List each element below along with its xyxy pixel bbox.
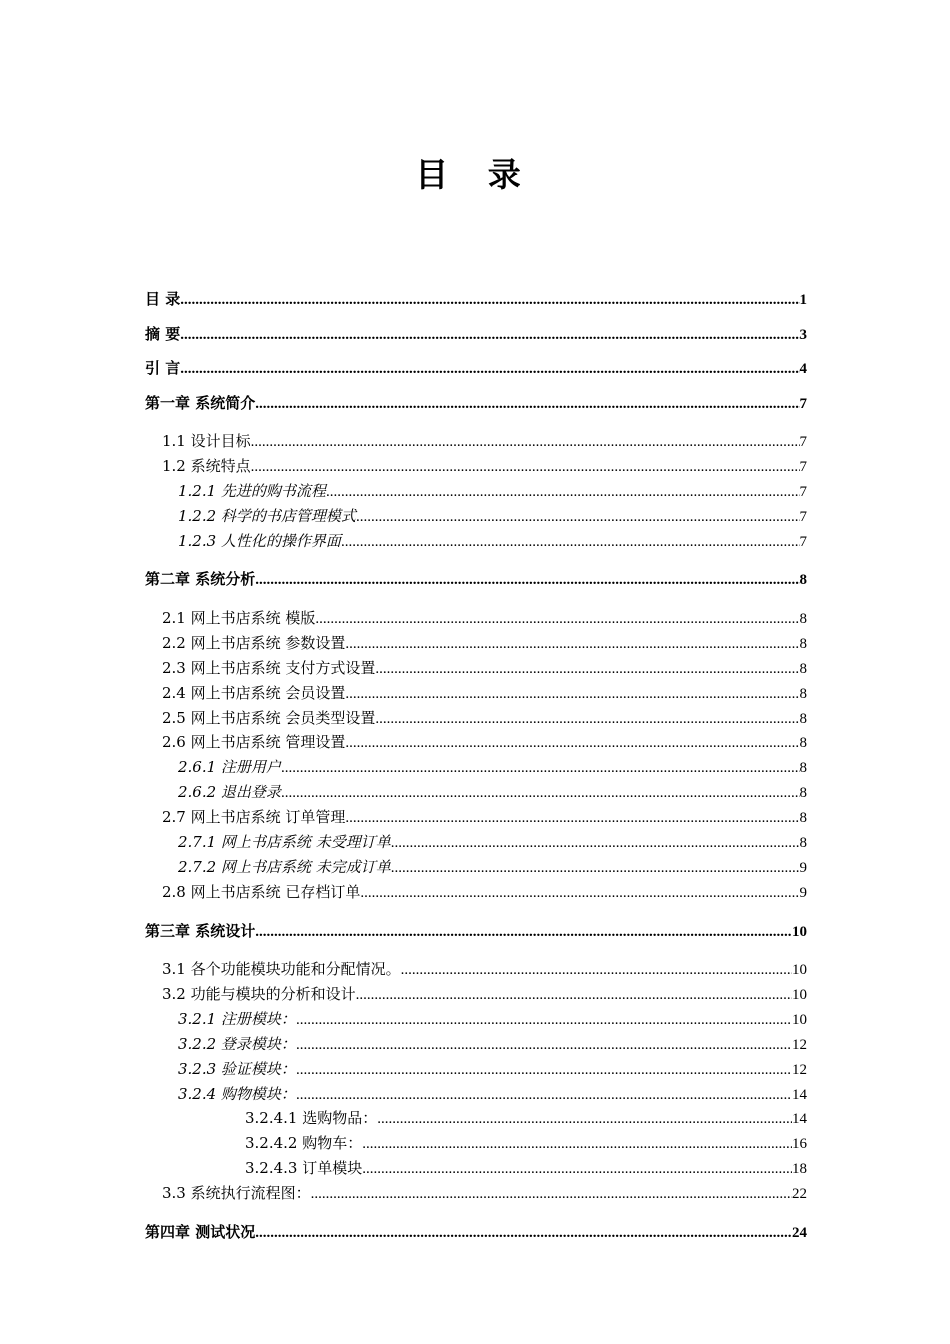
toc-entry[interactable] bbox=[145, 957, 807, 982]
toc-entry-label: 2.8 网上书店系统 已存档订单 bbox=[162, 882, 361, 901]
toc-entry[interactable] bbox=[145, 606, 807, 631]
table-of-contents bbox=[145, 282, 807, 1250]
toc-page-number: 3 bbox=[799, 326, 807, 343]
toc-page-number: 12 bbox=[792, 1036, 807, 1053]
toc-page-number: 8 bbox=[799, 572, 807, 589]
toc-entry-label: 3.2.4.1 选购物品： bbox=[245, 1109, 378, 1128]
toc-entry-label: 3.2.2 登录模块： bbox=[178, 1034, 296, 1053]
toc-entry[interactable] bbox=[145, 855, 807, 880]
toc-entry-label: 1.2 系统特点 bbox=[162, 456, 251, 475]
toc-dot-leader bbox=[296, 1083, 792, 1108]
toc-entry-label: 2.7 网上书店系统 订单管理 bbox=[162, 808, 346, 827]
toc-page-number: 10 bbox=[792, 1011, 807, 1028]
toc-entry-label: 2.3 网上书店系统 支付方式设置 bbox=[162, 658, 376, 677]
toc-dot-leader bbox=[251, 455, 800, 480]
toc-entry[interactable] bbox=[145, 631, 807, 656]
toc-page-number: 14 bbox=[792, 1111, 807, 1128]
toc-page-number: 24 bbox=[792, 1225, 807, 1242]
toc-entry-label: 1.2.3 人性化的操作界面 bbox=[178, 531, 341, 550]
toc-page-number: 7 bbox=[799, 483, 807, 500]
toc-dot-leader bbox=[391, 856, 800, 881]
toc-entry[interactable] bbox=[145, 830, 807, 855]
toc-dot-leader bbox=[255, 1216, 792, 1251]
toc-entry[interactable] bbox=[145, 780, 807, 805]
toc-entry[interactable] bbox=[145, 317, 807, 352]
toc-entry-label: 3.2.3 验证模块： bbox=[178, 1059, 296, 1078]
toc-dot-leader bbox=[315, 607, 799, 632]
toc-dot-leader bbox=[360, 881, 799, 906]
toc-page-number: 4 bbox=[799, 361, 807, 377]
toc-page-number: 7 bbox=[799, 434, 807, 450]
toc-entry[interactable] bbox=[145, 1007, 807, 1032]
toc-dot-leader bbox=[362, 1132, 792, 1157]
toc-dot-leader bbox=[341, 530, 800, 555]
toc-dot-leader bbox=[180, 352, 799, 387]
toc-entry-label: 2.6 网上书店系统 管理设置 bbox=[162, 733, 346, 752]
toc-entry-label: 3.1 各个功能模块功能和分配情况。 bbox=[162, 960, 401, 979]
toc-entry[interactable] bbox=[145, 429, 807, 454]
toc-page-number: 8 bbox=[799, 785, 807, 802]
toc-entry[interactable] bbox=[145, 1156, 807, 1181]
toc-page-number: 9 bbox=[799, 884, 807, 901]
toc-entry-label: 2.1 网上书店系统 模版 bbox=[162, 608, 316, 627]
toc-entry[interactable] bbox=[145, 681, 807, 706]
toc-page-number: 8 bbox=[799, 710, 807, 727]
toc-entry[interactable] bbox=[145, 706, 807, 731]
toc-dot-leader bbox=[345, 731, 799, 756]
toc-page-number: 7 bbox=[799, 508, 807, 525]
toc-entry[interactable] bbox=[145, 1106, 807, 1131]
toc-dot-leader bbox=[296, 1033, 792, 1058]
toc-page-number: 7 bbox=[799, 395, 807, 412]
toc-entry[interactable] bbox=[145, 454, 807, 479]
toc-dot-leader bbox=[356, 983, 792, 1008]
toc-entry-label: 3.2.1 注册模块： bbox=[178, 1009, 296, 1028]
toc-dot-leader bbox=[375, 707, 799, 732]
toc-entry-label: 2.6.1 注册用户 bbox=[178, 758, 281, 777]
toc-entry-label: 3.3 系统执行流程图： bbox=[162, 1184, 311, 1203]
toc-page-number: 7 bbox=[799, 533, 807, 550]
toc-entry[interactable] bbox=[145, 755, 807, 780]
toc-page-number: 18 bbox=[792, 1161, 807, 1178]
toc-dot-leader bbox=[401, 958, 792, 983]
toc-page-number: 10 bbox=[792, 962, 807, 979]
toc-dot-leader bbox=[180, 283, 799, 318]
toc-dot-leader bbox=[296, 1058, 792, 1083]
toc-entry[interactable] bbox=[145, 562, 807, 597]
toc-entry[interactable] bbox=[145, 1215, 807, 1250]
toc-dot-leader bbox=[180, 318, 799, 353]
toc-dot-leader bbox=[311, 1182, 792, 1207]
toc-dot-leader bbox=[375, 657, 799, 682]
toc-page-number: 8 bbox=[799, 810, 807, 827]
toc-entry[interactable] bbox=[145, 880, 807, 905]
toc-entry[interactable] bbox=[145, 282, 807, 317]
toc-page-number: 8 bbox=[799, 685, 807, 702]
toc-dot-leader bbox=[391, 831, 800, 856]
toc-dot-leader bbox=[345, 632, 799, 657]
toc-entry-label: 2.7.1 网上书店系统 未受理订单 bbox=[178, 832, 391, 851]
toc-entry-label: 1.2.2 科学的书店管理模式 bbox=[178, 506, 356, 525]
toc-entry-label: 2.4 网上书店系统 会员设置 bbox=[162, 683, 346, 702]
toc-entry-label: 第二章 系统分析 bbox=[145, 570, 256, 589]
toc-page-number: 10 bbox=[792, 987, 807, 1004]
toc-entry-label: 1.1 设计目标 bbox=[162, 432, 251, 450]
toc-page-number: 8 bbox=[799, 760, 807, 777]
toc-entry[interactable] bbox=[145, 1131, 807, 1156]
toc-entry-label: 3.2.4 购物模块： bbox=[178, 1084, 296, 1103]
toc-page-number: 12 bbox=[792, 1061, 807, 1078]
toc-entry-label: 第三章 系统设计 bbox=[145, 921, 256, 940]
toc-dot-leader bbox=[362, 1157, 792, 1182]
toc-entry[interactable] bbox=[145, 351, 807, 386]
toc-entry-label: 3.2.4.3 订单模块 bbox=[245, 1159, 363, 1178]
toc-dot-leader bbox=[251, 430, 800, 455]
toc-page-number: 8 bbox=[799, 635, 807, 652]
toc-entry-label: 3.2 功能与模块的分析和设计 bbox=[162, 985, 356, 1004]
toc-entry-label: 2.2 网上书店系统 参数设置 bbox=[162, 633, 346, 652]
toc-dot-leader bbox=[356, 505, 800, 530]
toc-entry[interactable] bbox=[145, 805, 807, 830]
toc-entry-label: 2.7.2 网上书店系统 未完成订单 bbox=[178, 857, 391, 876]
page-title: 目 录 bbox=[415, 155, 535, 194]
toc-page-number: 14 bbox=[792, 1086, 807, 1103]
toc-entry-label: 第四章 测试状况 bbox=[145, 1223, 256, 1242]
toc-page-number: 9 bbox=[799, 859, 807, 876]
toc-entry-label: 摘 要 bbox=[145, 324, 181, 343]
toc-entry-label: 3.2.4.2 购物车： bbox=[245, 1134, 363, 1153]
toc-entry[interactable] bbox=[145, 914, 807, 949]
toc-page-number: 8 bbox=[799, 834, 807, 851]
toc-entry[interactable] bbox=[145, 730, 807, 755]
toc-entry[interactable] bbox=[145, 1181, 807, 1206]
toc-entry[interactable] bbox=[145, 656, 807, 681]
toc-dot-leader bbox=[255, 563, 799, 598]
toc-page-number: 8 bbox=[799, 660, 807, 677]
toc-entry-label: 1.2.1 先进的购书流程 bbox=[178, 481, 326, 500]
toc-page-number: 7 bbox=[799, 458, 807, 475]
toc-page-number: 8 bbox=[799, 735, 807, 752]
toc-entry-label: 2.5 网上书店系统 会员类型设置 bbox=[162, 708, 376, 727]
toc-entry-label: 引 言 bbox=[145, 359, 181, 377]
toc-dot-leader bbox=[281, 781, 800, 806]
toc-entry-label: 2.6.2 退出登录 bbox=[178, 783, 281, 802]
toc-entry[interactable] bbox=[145, 386, 807, 421]
toc-entry[interactable] bbox=[145, 1032, 807, 1057]
toc-entry[interactable] bbox=[145, 479, 807, 504]
toc-dot-leader bbox=[255, 387, 799, 422]
toc-entry[interactable] bbox=[145, 529, 807, 554]
toc-dot-leader bbox=[345, 806, 799, 831]
toc-entry[interactable] bbox=[145, 1057, 807, 1082]
toc-dot-leader bbox=[296, 1008, 792, 1033]
toc-entry-label: 第一章 系统简介 bbox=[145, 393, 256, 412]
toc-page-number: 10 bbox=[792, 923, 807, 940]
toc-page-number: 8 bbox=[799, 610, 807, 627]
toc-entry[interactable] bbox=[145, 982, 807, 1007]
toc-entry-label: 目 录 bbox=[145, 290, 181, 308]
toc-entry[interactable] bbox=[145, 504, 807, 529]
toc-page-number: 1 bbox=[799, 292, 807, 308]
toc-dot-leader bbox=[255, 915, 792, 950]
toc-page-number: 22 bbox=[792, 1186, 807, 1203]
toc-dot-leader bbox=[281, 756, 800, 781]
toc-dot-leader bbox=[345, 682, 799, 707]
toc-dot-leader bbox=[377, 1107, 792, 1132]
toc-dot-leader bbox=[326, 480, 800, 505]
toc-entry[interactable] bbox=[145, 1082, 807, 1107]
toc-page-number: 16 bbox=[792, 1136, 807, 1153]
